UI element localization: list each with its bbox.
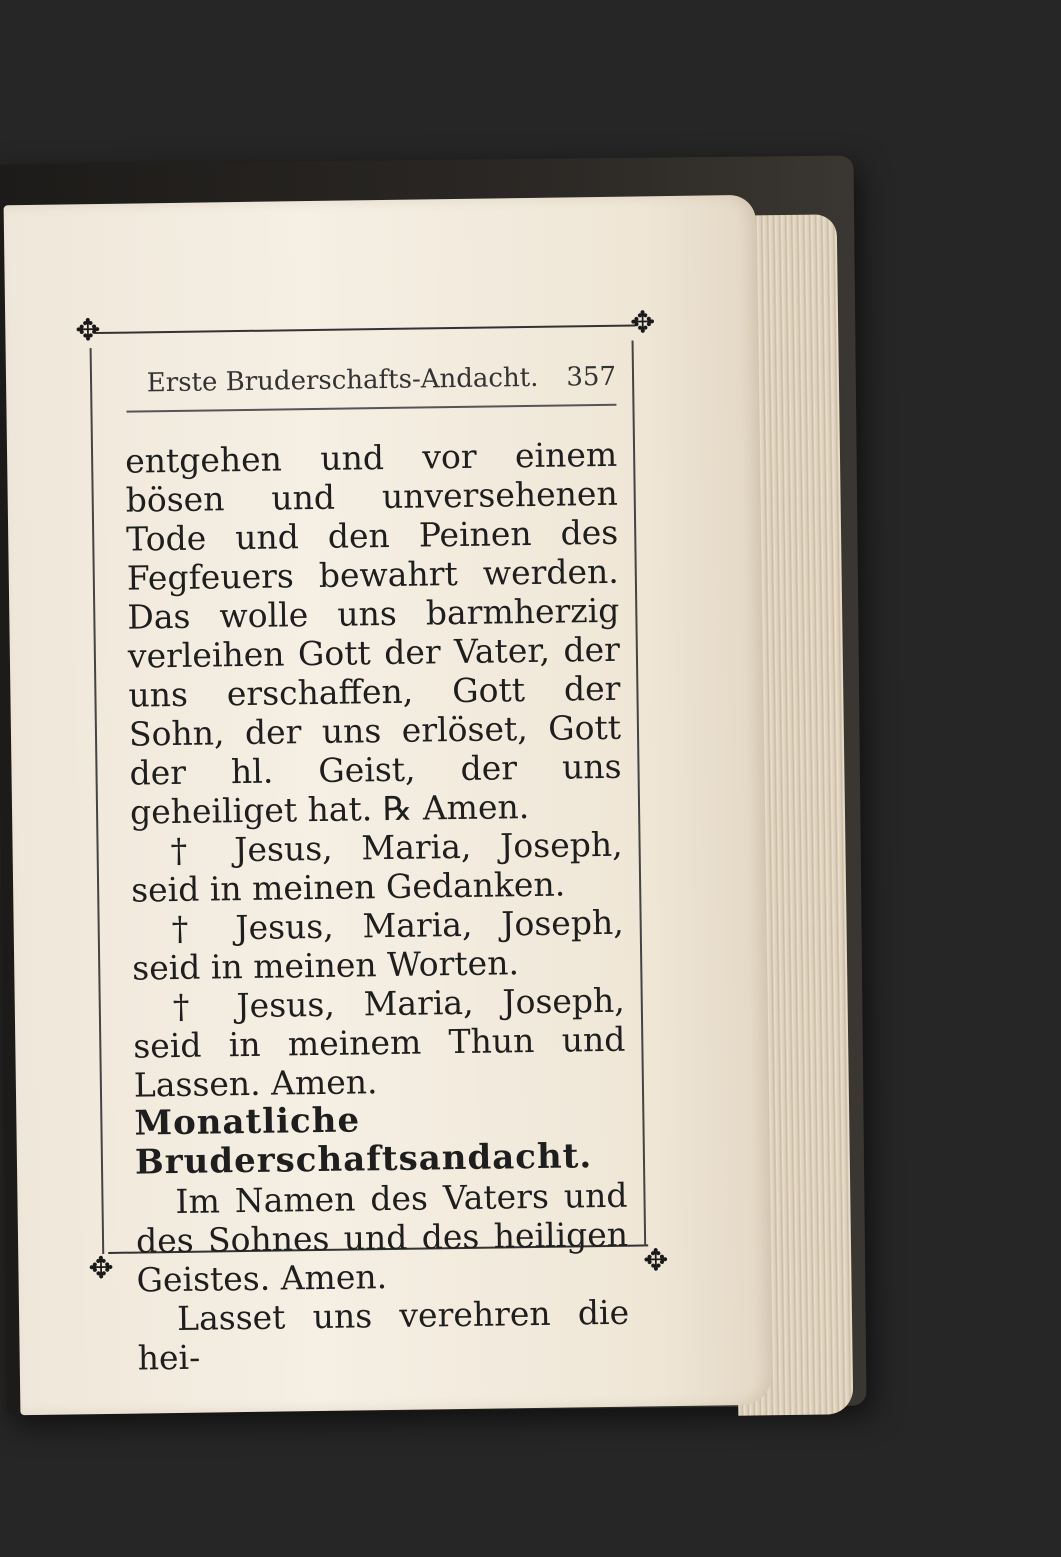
running-header (126, 362, 617, 413)
corner-ornament-icon: ✥ (75, 312, 101, 349)
paragraph: Im Namen des Vaters und des Sohnes und des heiligen Geistes. Amen. (135, 1175, 629, 1300)
paragraph: † Jesus, Maria, Joseph, seid in meinen Worten. (131, 902, 624, 988)
paragraph: entgehen und vor einem bösen und unversehenen Tode und den Peinen des Fegfeuers bewahrt werden. Das wolle uns barmherzig verleihen Gott der Vater, der uns erschaffen, Gott der Sohn, der uns erlöset, Gott der hl. Geist, der uns geheiliget hat. ℞ Amen. (124, 434, 622, 832)
paragraph: Lasset uns verehren die hei- (137, 1292, 630, 1378)
corner-ornament-icon: ✥ (643, 1243, 669, 1279)
ornamental-border-left (90, 348, 113, 1254)
section-heading: Monatliche Bruderschaftsandacht. (134, 1100, 593, 1183)
page-body (125, 435, 630, 1378)
corner-ornament-icon: ✥ (629, 305, 656, 341)
ornamental-border-top (95, 325, 635, 349)
ornamental-border-right (632, 340, 655, 1246)
corner-ornament-icon: ✥ (88, 1250, 114, 1287)
book-page (4, 195, 773, 1415)
page-number: 357 (566, 361, 617, 393)
paragraph: † Jesus, Maria, Joseph, seid in meinem Thun und Lassen. Amen. (133, 980, 626, 1105)
running-title: Erste Bruderschafts-Andacht. (146, 362, 539, 399)
paragraph: † Jesus, Maria, Joseph, seid in meinen Gedanken. (130, 824, 623, 910)
page-frame (75, 305, 669, 1378)
